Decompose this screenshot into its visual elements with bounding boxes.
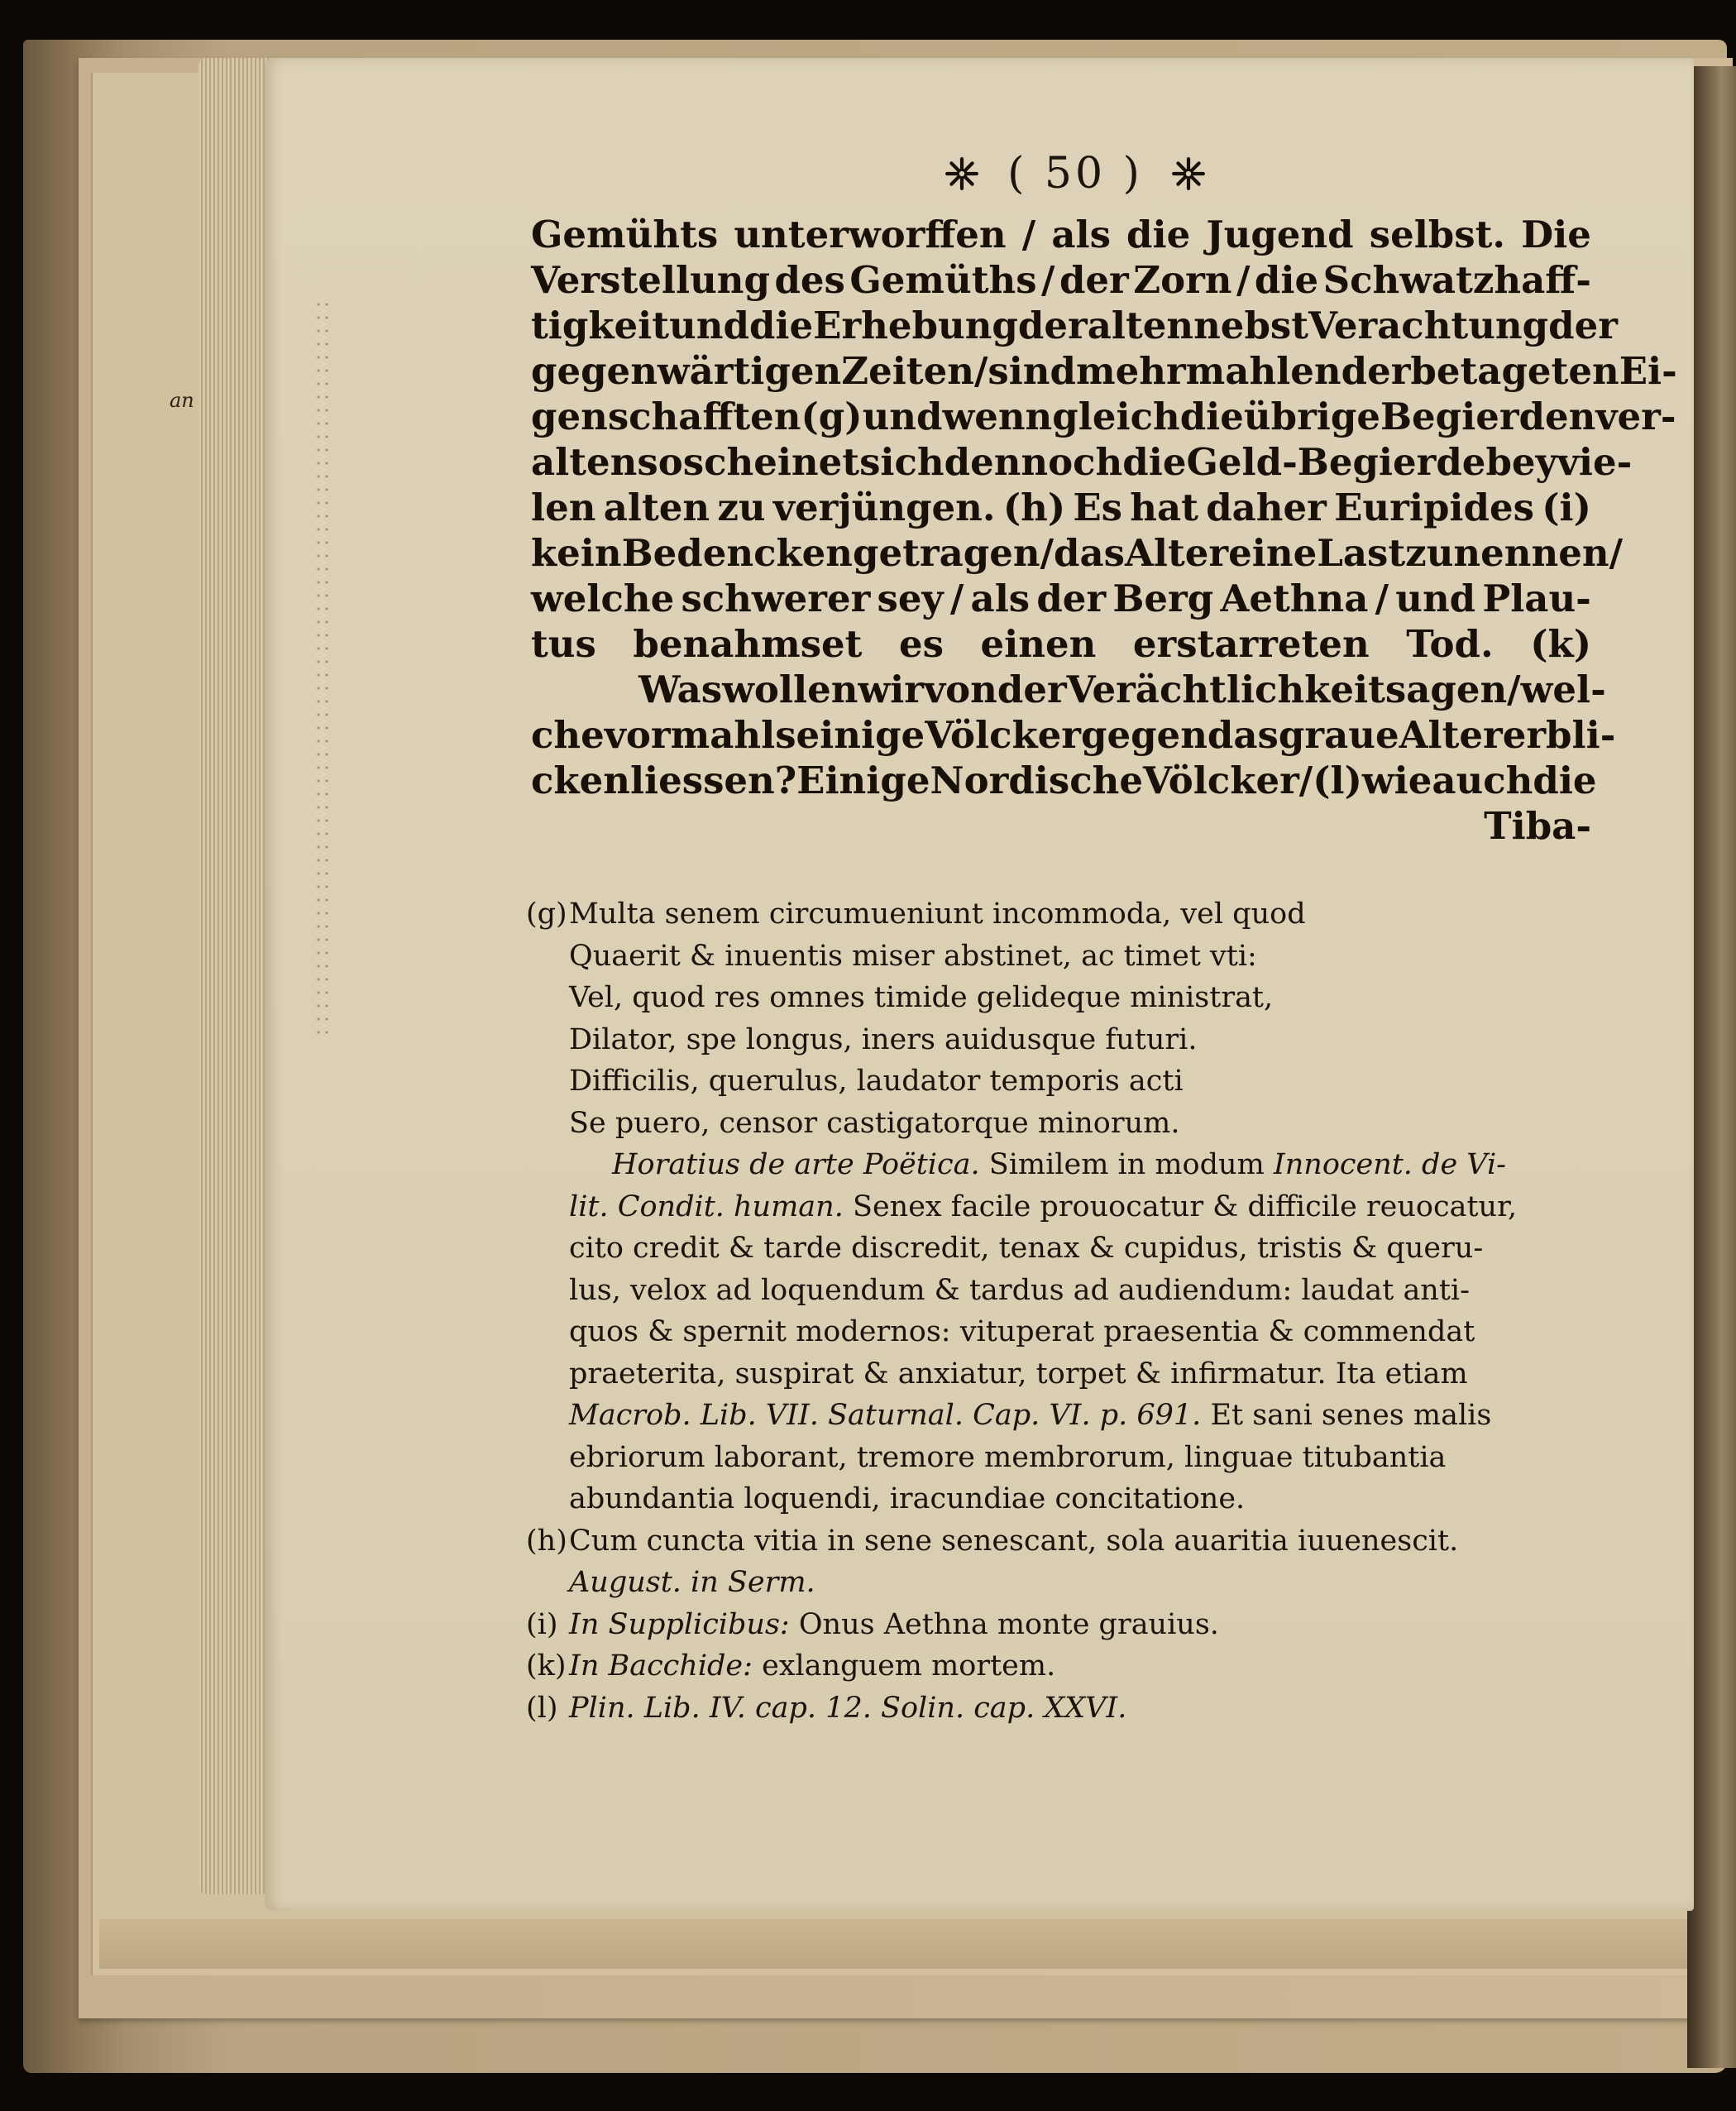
- text-line-content: che vormahls einige Völcker gegen das graue Alter erbli-: [531, 713, 1616, 757]
- margin-fragment: an: [170, 389, 194, 412]
- sheet-bottom-edge: [99, 1919, 1720, 1969]
- footnote-line: [526, 1311, 1593, 1353]
- footnote-text: Difficilis, querulus, laudator temporis acti: [569, 1065, 1184, 1098]
- footnote-text: Onus Aethna monte grauius.: [798, 1607, 1219, 1641]
- footnote-text: abundantia loquendi, iracundiae concitatione.: [569, 1482, 1246, 1515]
- footnote-text: exlanguem mortem.: [762, 1649, 1056, 1683]
- footnote-line: [526, 1520, 1593, 1563]
- footnote-source: Horatius de arte Poëtica.: [612, 1148, 980, 1181]
- footnote-line: [526, 1186, 1593, 1228]
- asterisk-ornament-icon: [1171, 156, 1206, 191]
- footnote-line: [526, 1270, 1593, 1312]
- text-line: [531, 348, 1677, 394]
- footnote-text: Multa senem circumueniunt incommoda, vel quod: [569, 898, 1306, 931]
- footnote-text: Vel, quod res omnes timide gelideque ministrat,: [569, 981, 1274, 1014]
- footnote-source: August. in Serm.: [569, 1566, 815, 1599]
- text-line: [531, 303, 1618, 348]
- footnote-text: lus, velox ad loquendum & tardus ad audiendum: laudat anti-: [569, 1273, 1470, 1307]
- text-line: [531, 758, 1597, 803]
- text-line: [531, 712, 1616, 758]
- asterisk-ornament-icon: [945, 156, 979, 191]
- text-line-content: tus benahmset es einen erstarreten Tod. (k): [531, 622, 1591, 666]
- text-line: [531, 485, 1591, 530]
- text-line: [531, 394, 1676, 439]
- footnote-line: [526, 1103, 1593, 1145]
- footnote-label: (i): [526, 1607, 558, 1641]
- page-header: [893, 145, 1257, 203]
- footnotes-block: [526, 893, 1593, 1729]
- footnote-line: [526, 1437, 1593, 1479]
- footnote-text: Similem in modum: [988, 1148, 1265, 1181]
- book-gutter: [1687, 66, 1736, 2068]
- footnote-text: Cum cuncta vitia in sene senescant, sola auaritia iuuenescit.: [569, 1524, 1459, 1558]
- footnote-source: Plin. Lib. IV. cap. 12. Solin. cap. XXVI.: [569, 1691, 1127, 1725]
- text-line: [531, 530, 1623, 576]
- text-line-content: Verstellung des Gemüths / der Zorn / die Schwatzhaff-: [531, 258, 1591, 302]
- footnote-text: ebriorum laborant, tremore membrorum, linguae titubantia: [569, 1440, 1447, 1474]
- footnote-line: [526, 1228, 1593, 1270]
- footnote-line: [526, 1604, 1593, 1646]
- text-line: [531, 212, 1591, 257]
- footnote-line: [526, 1687, 1593, 1730]
- footnote-line: [526, 1353, 1593, 1395]
- text-line-content: alten so scheinet sich dennoch die Geld-Begierde bey vie-: [531, 440, 1633, 484]
- text-line-content: genschafften (g) und wenn gleich die übrige Begierden ver-: [531, 395, 1676, 438]
- page-number: ( 50 ): [1007, 149, 1143, 199]
- footnote-text: Dilator, spe longus, iners auidusque futuri.: [569, 1022, 1198, 1056]
- text-line: [531, 667, 1606, 712]
- footnote-line: [526, 936, 1593, 978]
- footnote-line: [526, 893, 1593, 936]
- footnote-source: Macrob. Lib. VII. Saturnal. Cap. VI. p. 691.: [569, 1399, 1202, 1432]
- footnote-text: Quaerit & inuentis miser abstinet, ac timet vti:: [569, 939, 1257, 973]
- text-line-content: tigkeit und die Erhebung der alten nebst Verachtung der: [531, 304, 1618, 347]
- text-line: [531, 621, 1591, 667]
- footnote-source: In Supplicibus:: [569, 1607, 790, 1641]
- footnote-text: cito credit & tarde discredit, tenax & cupidus, tristis & queru-: [569, 1232, 1484, 1265]
- footnote-source: In Bacchide:: [569, 1649, 753, 1683]
- footnote-text: Senex facile prouocatur & difficile reuocatur,: [852, 1190, 1518, 1223]
- text-line-content: len alten zu verjüngen. (h) Es hat daher Euripides (i): [531, 486, 1591, 529]
- text-line: [531, 803, 1591, 849]
- text-line-content: gegenwärtigen Zeiten / sind mehrmahlen der betageten Ei-: [531, 349, 1677, 393]
- footnote-label: (h): [526, 1524, 567, 1558]
- text-line: [531, 439, 1633, 485]
- footnote-line: [526, 1395, 1593, 1437]
- footnote-text: Et sani senes malis: [1210, 1399, 1492, 1432]
- footnote-label: (g): [526, 898, 567, 931]
- footnote-line: [526, 1060, 1593, 1103]
- text-line-content: cken liessen? Einige Nordische Völcker / (l) wieauch die: [531, 759, 1597, 802]
- text-line: [531, 576, 1591, 621]
- footnote-text: Se puero, censor castigatorque minorum.: [569, 1106, 1180, 1140]
- footnote-source: lit. Condit. human.: [569, 1190, 844, 1223]
- page-stain: [314, 298, 332, 1042]
- text-line-content: Gemühts unterworffen / als die Jugend selbst. Die: [531, 213, 1591, 256]
- footnote-source: Innocent. de Vi-: [1273, 1148, 1506, 1181]
- text-line-content: kein Bedencken getragen / das Alter eine Last zu nennen /: [531, 531, 1623, 575]
- footnote-line: [526, 1478, 1593, 1520]
- text-line-content: Was wollen wir von der Verächtlichkeit sagen / wel-: [638, 668, 1606, 711]
- footnote-line: [526, 1562, 1593, 1604]
- footnote-text: praeterita, suspirat & anxiatur, torpet & infirmatur. Ita etiam: [569, 1357, 1468, 1391]
- footnote-text: quos & spernit modernos: vituperat praesentia & commendat: [569, 1315, 1475, 1348]
- footnote-line: [526, 1144, 1593, 1186]
- main-text-block: [531, 212, 1677, 849]
- footnote-line: [526, 977, 1593, 1019]
- text-line-content: Tiba-: [1484, 804, 1591, 848]
- footnote-line: [526, 1645, 1593, 1687]
- text-line: [531, 257, 1591, 303]
- text-line-content: welche schwerer sey / als der Berg Aethna / und Plau-: [531, 577, 1591, 620]
- footnote-line: [526, 1019, 1593, 1061]
- footnote-label: (l): [526, 1691, 558, 1725]
- footnote-label: (k): [526, 1649, 567, 1683]
